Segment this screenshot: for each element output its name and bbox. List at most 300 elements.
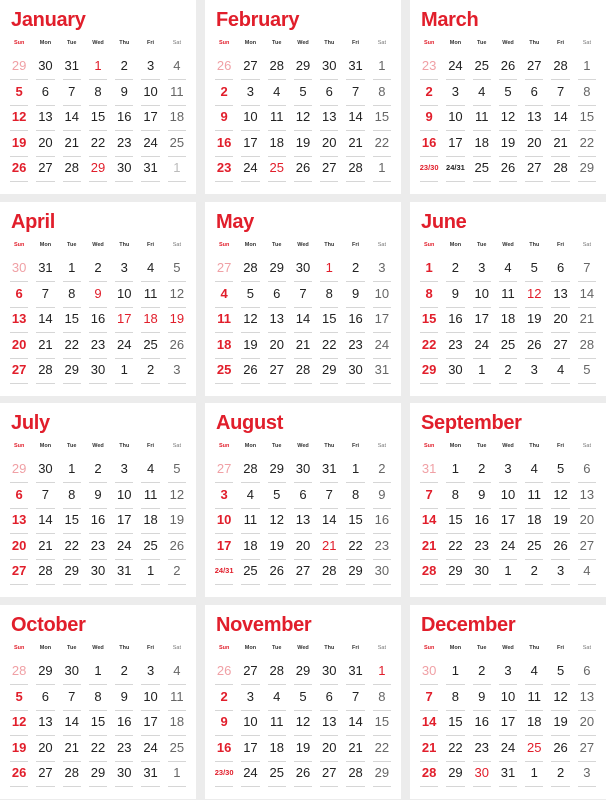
day-cell[interactable]: 27 (316, 763, 342, 789)
day-cell[interactable]: 23 (111, 133, 137, 159)
day-cell[interactable]: 20 (264, 335, 290, 361)
day-cell[interactable]: 1 (574, 56, 600, 82)
day-cell[interactable]: 22 (85, 738, 111, 764)
day-cell[interactable]: 7 (32, 485, 58, 511)
day-cell[interactable]: 13 (290, 510, 316, 536)
day-cell[interactable]: 11 (521, 687, 547, 713)
day-cell[interactable]: 21 (342, 738, 368, 764)
day-cell[interactable]: 5 (264, 485, 290, 511)
day-cell[interactable]: 9 (111, 82, 137, 108)
day-cell[interactable]: 21 (416, 738, 442, 764)
day-cell[interactable]: 9 (469, 687, 495, 713)
day-cell[interactable]: 8 (369, 687, 395, 713)
day-cell[interactable]: 5 (495, 82, 521, 108)
day-cell[interactable]: 5 (164, 258, 190, 284)
day-cell[interactable]: 21 (416, 536, 442, 562)
day-cell[interactable]: 8 (342, 485, 368, 511)
day-cell[interactable]: 4 (264, 687, 290, 713)
day-cell[interactable]: 11 (164, 687, 190, 713)
day-cell[interactable]: 10 (237, 107, 263, 133)
day-cell[interactable]: 30 (59, 661, 85, 687)
day-cell[interactable]: 3 (369, 258, 395, 284)
day-cell[interactable]: 19 (164, 510, 190, 536)
day-cell[interactable]: 19 (521, 309, 547, 335)
day-cell[interactable]: 5 (574, 360, 600, 386)
day-cell[interactable]: 28 (237, 459, 263, 485)
day-cell[interactable]: 30 (316, 661, 342, 687)
day-cell[interactable]: 22 (416, 335, 442, 361)
day-cell[interactable]: 22 (442, 738, 468, 764)
day-cell[interactable]: 15 (59, 510, 85, 536)
day-cell[interactable]: 28 (547, 158, 573, 184)
day-cell[interactable]: 14 (32, 309, 58, 335)
day-cell[interactable]: 26 (547, 738, 573, 764)
day-cell[interactable]: 8 (316, 284, 342, 310)
day-cell[interactable]: 17 (137, 712, 163, 738)
day-cell[interactable]: 12 (237, 309, 263, 335)
day-cell[interactable]: 2 (521, 561, 547, 587)
day-cell[interactable]: 21 (316, 536, 342, 562)
day-cell[interactable]: 1 (342, 459, 368, 485)
day-cell[interactable]: 1 (59, 459, 85, 485)
day-cell[interactable]: 11 (521, 485, 547, 511)
day-cell[interactable]: 31 (369, 360, 395, 386)
day-cell[interactable]: 5 (547, 459, 573, 485)
day-cell[interactable]: 12 (521, 284, 547, 310)
day-cell[interactable]: 26 (211, 661, 237, 687)
day-cell[interactable]: 25 (264, 763, 290, 789)
day-cell[interactable]: 16 (111, 107, 137, 133)
day-cell[interactable]: 17 (137, 107, 163, 133)
day-cell[interactable]: 30 (469, 763, 495, 789)
day-cell[interactable]: 29 (316, 360, 342, 386)
day-cell[interactable]: 18 (469, 133, 495, 159)
day-cell[interactable]: 8 (574, 82, 600, 108)
day-cell[interactable]: 14 (416, 510, 442, 536)
day-cell[interactable]: 12 (6, 107, 32, 133)
day-cell[interactable]: 21 (32, 335, 58, 361)
day-cell[interactable]: 26 (495, 158, 521, 184)
day-cell[interactable]: 12 (164, 485, 190, 511)
day-cell[interactable]: 30 (369, 561, 395, 587)
day-cell[interactable]: 28 (32, 360, 58, 386)
day-cell[interactable]: 13 (574, 485, 600, 511)
day-cell[interactable]: 25 (164, 133, 190, 159)
day-cell[interactable]: 26 (290, 158, 316, 184)
day-cell[interactable]: 18 (137, 510, 163, 536)
day-cell[interactable]: 5 (237, 284, 263, 310)
day-cell[interactable]: 13 (316, 107, 342, 133)
day-cell[interactable]: 17 (369, 309, 395, 335)
day-cell[interactable]: 15 (342, 510, 368, 536)
day-cell[interactable]: 31 (111, 561, 137, 587)
day-cell[interactable]: 4 (211, 284, 237, 310)
day-cell[interactable]: 12 (547, 687, 573, 713)
day-cell[interactable]: 29 (6, 56, 32, 82)
day-cell[interactable]: 4 (521, 459, 547, 485)
day-cell[interactable]: 25 (137, 536, 163, 562)
day-cell[interactable]: 28 (342, 763, 368, 789)
day-cell[interactable]: 30 (290, 459, 316, 485)
day-cell[interactable]: 26 (211, 56, 237, 82)
day-cell[interactable]: 29 (85, 763, 111, 789)
day-cell[interactable]: 13 (6, 309, 32, 335)
day-cell[interactable]: 20 (290, 536, 316, 562)
day-cell[interactable]: 11 (469, 107, 495, 133)
day-cell[interactable]: 14 (290, 309, 316, 335)
day-cell[interactable]: 1 (164, 763, 190, 789)
day-cell[interactable]: 10 (111, 485, 137, 511)
day-cell[interactable]: 1 (369, 158, 395, 184)
day-cell[interactable]: 24 (469, 335, 495, 361)
day-cell[interactable]: 9 (416, 107, 442, 133)
day-cell[interactable]: 16 (85, 510, 111, 536)
day-cell[interactable]: 30 (416, 661, 442, 687)
day-cell[interactable]: 19 (6, 738, 32, 764)
day-cell[interactable]: 10 (237, 712, 263, 738)
day-cell[interactable]: 25 (469, 56, 495, 82)
day-cell[interactable]: 13 (264, 309, 290, 335)
day-cell[interactable]: 23/30 (416, 158, 442, 184)
day-cell[interactable]: 6 (521, 82, 547, 108)
day-cell[interactable]: 4 (164, 56, 190, 82)
day-cell[interactable]: 1 (369, 661, 395, 687)
day-cell[interactable]: 31 (342, 661, 368, 687)
day-cell[interactable]: 27 (32, 158, 58, 184)
day-cell[interactable]: 12 (6, 712, 32, 738)
day-cell[interactable]: 15 (442, 510, 468, 536)
day-cell[interactable]: 18 (237, 536, 263, 562)
day-cell[interactable]: 11 (211, 309, 237, 335)
day-cell[interactable]: 27 (211, 258, 237, 284)
day-cell[interactable]: 28 (59, 158, 85, 184)
day-cell[interactable]: 29 (85, 158, 111, 184)
day-cell[interactable]: 7 (574, 258, 600, 284)
day-cell[interactable]: 18 (137, 309, 163, 335)
day-cell[interactable]: 1 (442, 661, 468, 687)
day-cell[interactable]: 5 (290, 82, 316, 108)
day-cell[interactable]: 4 (137, 459, 163, 485)
day-cell[interactable]: 29 (442, 561, 468, 587)
day-cell[interactable]: 19 (495, 133, 521, 159)
day-cell[interactable]: 6 (6, 485, 32, 511)
day-cell[interactable]: 28 (342, 158, 368, 184)
day-cell[interactable]: 26 (290, 763, 316, 789)
day-cell[interactable]: 20 (547, 309, 573, 335)
day-cell[interactable]: 15 (574, 107, 600, 133)
day-cell[interactable]: 20 (574, 712, 600, 738)
day-cell[interactable]: 30 (85, 360, 111, 386)
day-cell[interactable]: 28 (264, 56, 290, 82)
day-cell[interactable]: 22 (59, 536, 85, 562)
day-cell[interactable]: 23 (111, 738, 137, 764)
day-cell[interactable]: 17 (111, 309, 137, 335)
day-cell[interactable]: 16 (469, 712, 495, 738)
day-cell[interactable]: 9 (211, 712, 237, 738)
day-cell[interactable]: 8 (442, 485, 468, 511)
day-cell[interactable]: 1 (469, 360, 495, 386)
day-cell[interactable]: 23 (85, 536, 111, 562)
day-cell[interactable]: 19 (6, 133, 32, 159)
day-cell[interactable]: 15 (59, 309, 85, 335)
day-cell[interactable]: 2 (164, 561, 190, 587)
day-cell[interactable]: 21 (342, 133, 368, 159)
day-cell[interactable]: 18 (264, 738, 290, 764)
day-cell[interactable]: 3 (521, 360, 547, 386)
day-cell[interactable]: 5 (290, 687, 316, 713)
day-cell[interactable]: 14 (316, 510, 342, 536)
day-cell[interactable]: 13 (32, 107, 58, 133)
day-cell[interactable]: 19 (547, 510, 573, 536)
day-cell[interactable]: 8 (369, 82, 395, 108)
day-cell[interactable]: 31 (316, 459, 342, 485)
day-cell[interactable]: 3 (137, 661, 163, 687)
day-cell[interactable]: 30 (111, 763, 137, 789)
day-cell[interactable]: 23 (469, 738, 495, 764)
day-cell[interactable]: 28 (290, 360, 316, 386)
day-cell[interactable]: 24 (495, 738, 521, 764)
day-cell[interactable]: 9 (85, 485, 111, 511)
day-cell[interactable]: 10 (495, 687, 521, 713)
day-cell[interactable]: 12 (547, 485, 573, 511)
day-cell[interactable]: 27 (237, 661, 263, 687)
day-cell[interactable]: 11 (264, 107, 290, 133)
day-cell[interactable]: 8 (85, 82, 111, 108)
day-cell[interactable]: 3 (495, 661, 521, 687)
day-cell[interactable]: 3 (495, 459, 521, 485)
day-cell[interactable]: 2 (469, 459, 495, 485)
day-cell[interactable]: 12 (495, 107, 521, 133)
day-cell[interactable]: 10 (495, 485, 521, 511)
day-cell[interactable]: 4 (237, 485, 263, 511)
day-cell[interactable]: 4 (137, 258, 163, 284)
day-cell[interactable]: 27 (574, 738, 600, 764)
day-cell[interactable]: 2 (111, 661, 137, 687)
day-cell[interactable]: 8 (59, 284, 85, 310)
day-cell[interactable]: 1 (85, 56, 111, 82)
day-cell[interactable]: 26 (264, 561, 290, 587)
day-cell[interactable]: 7 (59, 82, 85, 108)
day-cell[interactable]: 31 (495, 763, 521, 789)
day-cell[interactable]: 30 (32, 459, 58, 485)
day-cell[interactable]: 16 (211, 133, 237, 159)
day-cell[interactable]: 15 (369, 107, 395, 133)
day-cell[interactable]: 26 (521, 335, 547, 361)
day-cell[interactable]: 24/31 (211, 561, 237, 587)
day-cell[interactable]: 9 (442, 284, 468, 310)
day-cell[interactable]: 8 (59, 485, 85, 511)
day-cell[interactable]: 2 (85, 258, 111, 284)
day-cell[interactable]: 26 (237, 360, 263, 386)
day-cell[interactable]: 13 (32, 712, 58, 738)
day-cell[interactable]: 17 (111, 510, 137, 536)
day-cell[interactable]: 6 (32, 687, 58, 713)
day-cell[interactable]: 30 (442, 360, 468, 386)
day-cell[interactable]: 26 (547, 536, 573, 562)
day-cell[interactable]: 23 (442, 335, 468, 361)
day-cell[interactable]: 14 (59, 712, 85, 738)
day-cell[interactable]: 20 (316, 133, 342, 159)
day-cell[interactable]: 30 (342, 360, 368, 386)
day-cell[interactable]: 15 (85, 712, 111, 738)
day-cell[interactable]: 17 (469, 309, 495, 335)
day-cell[interactable]: 10 (211, 510, 237, 536)
day-cell[interactable]: 13 (316, 712, 342, 738)
day-cell[interactable]: 7 (342, 687, 368, 713)
day-cell[interactable]: 14 (547, 107, 573, 133)
day-cell[interactable]: 15 (442, 712, 468, 738)
day-cell[interactable]: 29 (264, 459, 290, 485)
day-cell[interactable]: 2 (111, 56, 137, 82)
day-cell[interactable]: 28 (237, 258, 263, 284)
day-cell[interactable]: 10 (442, 107, 468, 133)
day-cell[interactable]: 26 (6, 158, 32, 184)
day-cell[interactable]: 17 (211, 536, 237, 562)
day-cell[interactable]: 20 (6, 536, 32, 562)
day-cell[interactable]: 14 (574, 284, 600, 310)
day-cell[interactable]: 6 (264, 284, 290, 310)
day-cell[interactable]: 21 (59, 133, 85, 159)
day-cell[interactable]: 6 (547, 258, 573, 284)
day-cell[interactable]: 4 (264, 82, 290, 108)
day-cell[interactable]: 23 (85, 335, 111, 361)
day-cell[interactable]: 18 (164, 107, 190, 133)
day-cell[interactable]: 31 (342, 56, 368, 82)
day-cell[interactable]: 2 (547, 763, 573, 789)
day-cell[interactable]: 29 (416, 360, 442, 386)
day-cell[interactable]: 29 (6, 459, 32, 485)
day-cell[interactable]: 29 (59, 360, 85, 386)
day-cell[interactable]: 24 (237, 763, 263, 789)
day-cell[interactable]: 1 (369, 56, 395, 82)
day-cell[interactable]: 20 (521, 133, 547, 159)
day-cell[interactable]: 12 (290, 712, 316, 738)
day-cell[interactable]: 31 (416, 459, 442, 485)
day-cell[interactable]: 19 (164, 309, 190, 335)
day-cell[interactable]: 17 (442, 133, 468, 159)
day-cell[interactable]: 8 (442, 687, 468, 713)
day-cell[interactable]: 24 (237, 158, 263, 184)
day-cell[interactable]: 30 (111, 158, 137, 184)
day-cell[interactable]: 25 (264, 158, 290, 184)
day-cell[interactable]: 26 (6, 763, 32, 789)
day-cell[interactable]: 27 (316, 158, 342, 184)
day-cell[interactable]: 11 (164, 82, 190, 108)
day-cell[interactable]: 1 (164, 158, 190, 184)
day-cell[interactable]: 15 (416, 309, 442, 335)
day-cell[interactable]: 9 (369, 485, 395, 511)
day-cell[interactable]: 5 (547, 661, 573, 687)
day-cell[interactable]: 27 (32, 763, 58, 789)
day-cell[interactable]: 2 (369, 459, 395, 485)
day-cell[interactable]: 11 (264, 712, 290, 738)
day-cell[interactable]: 4 (521, 661, 547, 687)
day-cell[interactable]: 5 (6, 82, 32, 108)
day-cell[interactable]: 30 (290, 258, 316, 284)
day-cell[interactable]: 27 (547, 335, 573, 361)
day-cell[interactable]: 1 (137, 561, 163, 587)
day-cell[interactable]: 18 (264, 133, 290, 159)
day-cell[interactable]: 29 (32, 661, 58, 687)
day-cell[interactable]: 25 (495, 335, 521, 361)
day-cell[interactable]: 22 (342, 536, 368, 562)
day-cell[interactable]: 26 (164, 536, 190, 562)
day-cell[interactable]: 16 (342, 309, 368, 335)
day-cell[interactable]: 23 (369, 536, 395, 562)
day-cell[interactable]: 16 (211, 738, 237, 764)
day-cell[interactable]: 17 (495, 712, 521, 738)
day-cell[interactable]: 18 (211, 335, 237, 361)
day-cell[interactable]: 29 (290, 56, 316, 82)
day-cell[interactable]: 2 (211, 82, 237, 108)
day-cell[interactable]: 12 (290, 107, 316, 133)
day-cell[interactable]: 6 (32, 82, 58, 108)
day-cell[interactable]: 24/31 (442, 158, 468, 184)
day-cell[interactable]: 1 (521, 763, 547, 789)
day-cell[interactable]: 28 (547, 56, 573, 82)
day-cell[interactable]: 29 (264, 258, 290, 284)
day-cell[interactable]: 28 (416, 561, 442, 587)
day-cell[interactable]: 25 (237, 561, 263, 587)
day-cell[interactable]: 3 (164, 360, 190, 386)
day-cell[interactable]: 9 (469, 485, 495, 511)
day-cell[interactable]: 9 (111, 687, 137, 713)
day-cell[interactable]: 19 (237, 335, 263, 361)
day-cell[interactable]: 27 (6, 360, 32, 386)
day-cell[interactable]: 3 (111, 459, 137, 485)
day-cell[interactable]: 6 (290, 485, 316, 511)
day-cell[interactable]: 29 (574, 158, 600, 184)
day-cell[interactable]: 2 (137, 360, 163, 386)
day-cell[interactable]: 10 (469, 284, 495, 310)
day-cell[interactable]: 6 (316, 82, 342, 108)
day-cell[interactable]: 3 (547, 561, 573, 587)
day-cell[interactable]: 21 (59, 738, 85, 764)
day-cell[interactable]: 28 (59, 763, 85, 789)
day-cell[interactable]: 3 (137, 56, 163, 82)
day-cell[interactable]: 2 (469, 661, 495, 687)
day-cell[interactable]: 16 (469, 510, 495, 536)
day-cell[interactable]: 20 (32, 738, 58, 764)
day-cell[interactable]: 5 (6, 687, 32, 713)
day-cell[interactable]: 26 (495, 56, 521, 82)
day-cell[interactable]: 20 (574, 510, 600, 536)
day-cell[interactable]: 28 (416, 763, 442, 789)
day-cell[interactable]: 25 (469, 158, 495, 184)
day-cell[interactable]: 2 (342, 258, 368, 284)
day-cell[interactable]: 6 (6, 284, 32, 310)
day-cell[interactable]: 17 (237, 133, 263, 159)
day-cell[interactable]: 24 (369, 335, 395, 361)
day-cell[interactable]: 3 (211, 485, 237, 511)
day-cell[interactable]: 21 (574, 309, 600, 335)
day-cell[interactable]: 14 (32, 510, 58, 536)
day-cell[interactable]: 8 (85, 687, 111, 713)
day-cell[interactable]: 13 (521, 107, 547, 133)
day-cell[interactable]: 27 (290, 561, 316, 587)
day-cell[interactable]: 3 (442, 82, 468, 108)
day-cell[interactable]: 14 (342, 107, 368, 133)
day-cell[interactable]: 5 (164, 459, 190, 485)
day-cell[interactable]: 18 (521, 510, 547, 536)
day-cell[interactable]: 19 (264, 536, 290, 562)
day-cell[interactable]: 31 (32, 258, 58, 284)
day-cell[interactable]: 22 (59, 335, 85, 361)
day-cell[interactable]: 7 (59, 687, 85, 713)
day-cell[interactable]: 28 (316, 561, 342, 587)
day-cell[interactable]: 14 (416, 712, 442, 738)
day-cell[interactable]: 12 (164, 284, 190, 310)
